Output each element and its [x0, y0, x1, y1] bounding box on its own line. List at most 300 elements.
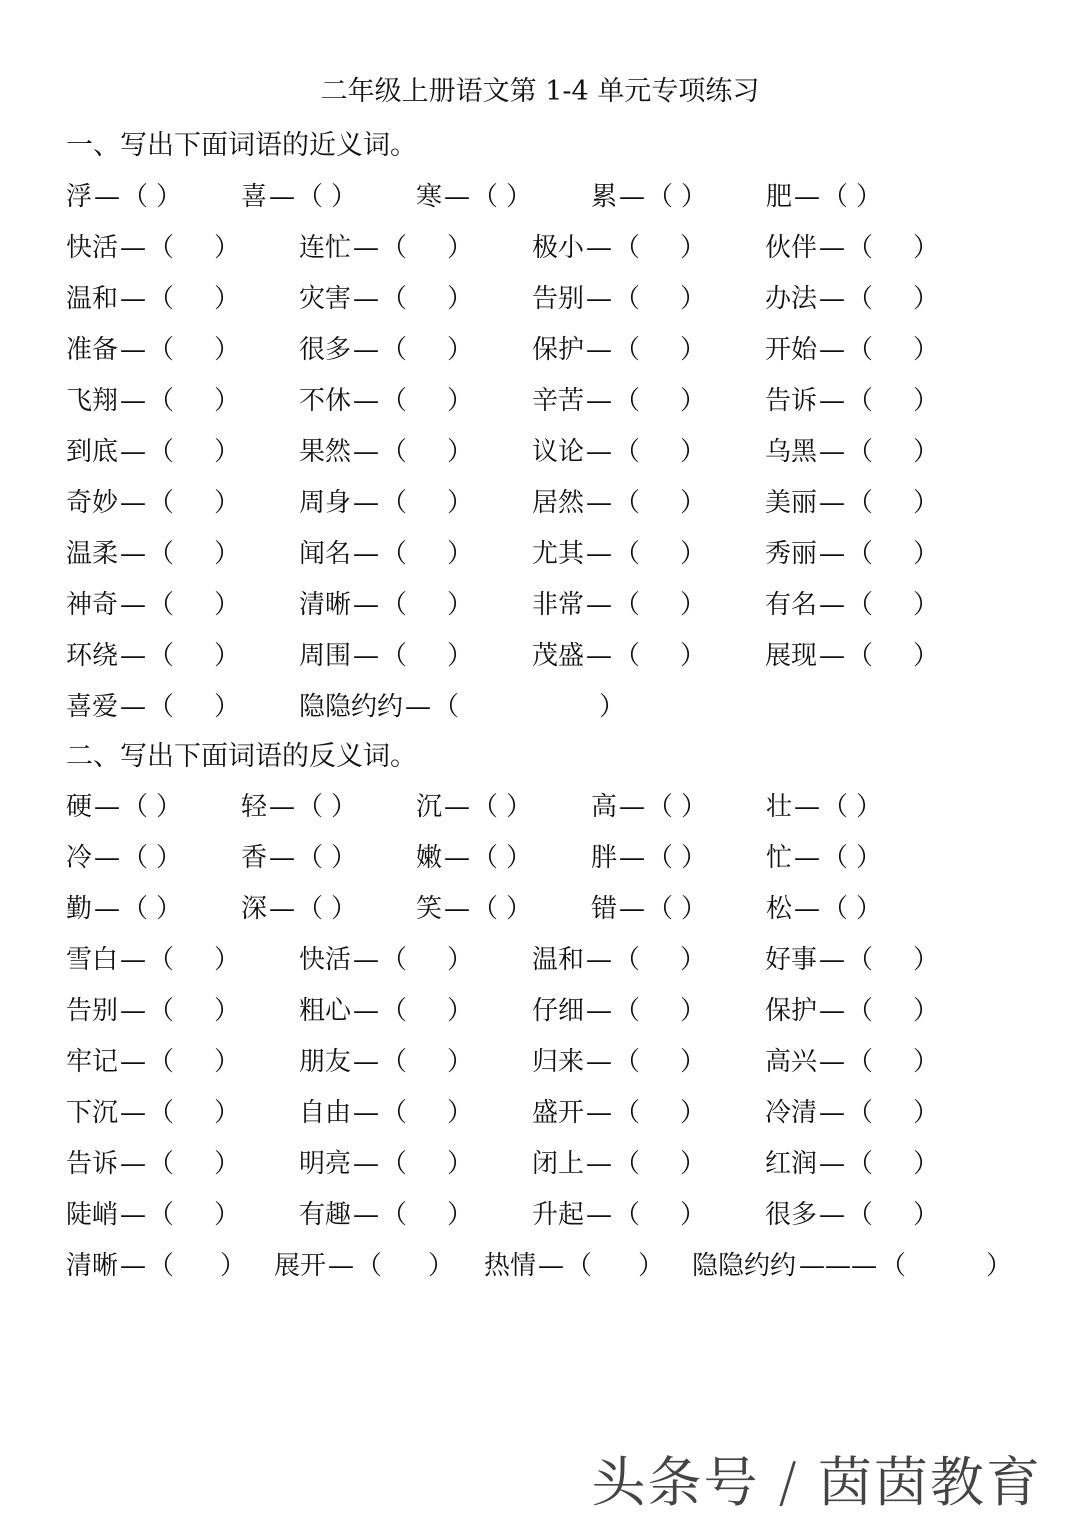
exercise-word: 美丽: [765, 488, 818, 518]
answer-close-paren: ）: [680, 437, 707, 467]
answer-close-paren: ）: [506, 182, 533, 212]
exercise-word: 快活: [299, 945, 352, 975]
exercise-word: 不休: [299, 386, 352, 416]
answer-close-paren: ）: [331, 894, 358, 924]
dash: ———: [799, 1251, 878, 1281]
exercise-word: 闻名: [299, 539, 352, 569]
answer-open-paren: （: [614, 1149, 641, 1179]
answer-open-paren: （: [381, 1149, 408, 1179]
answer-open-paren: （: [381, 233, 408, 263]
answer-close-paren: ）: [214, 692, 241, 722]
exercise-item: [66, 1088, 240, 1139]
answer-open-paren: （: [847, 1047, 874, 1077]
answer-close-paren: ）: [680, 488, 707, 518]
answer-close-paren: ）: [680, 233, 707, 263]
dash: —: [120, 488, 147, 518]
exercise-word: 果然: [299, 437, 352, 467]
exercise-word: 冷: [66, 843, 93, 873]
exercise-word: 高兴: [765, 1047, 818, 1077]
answer-close-paren: ）: [331, 843, 358, 873]
answer-open-paren: （: [822, 182, 849, 212]
answer-open-paren: （: [847, 335, 874, 365]
exercise-item: [299, 1139, 473, 1190]
answer-close-paren: ）: [913, 945, 940, 975]
exercise-item: [241, 172, 357, 223]
dash: —: [120, 539, 147, 569]
answer-open-paren: （: [148, 539, 175, 569]
exercise-word: 准备: [66, 335, 119, 365]
exercise-word: 告别: [532, 284, 585, 314]
answer-open-paren: （: [847, 1098, 874, 1128]
exercise-item: [532, 427, 706, 478]
answer-open-paren: （: [381, 945, 408, 975]
exercise-item: [274, 1241, 454, 1292]
answer-open-paren: （: [614, 539, 641, 569]
answer-open-paren: （: [433, 692, 460, 722]
exercise-word: 下沉: [66, 1098, 119, 1128]
answer-open-paren: （: [148, 1200, 175, 1230]
answer-open-paren: （: [847, 539, 874, 569]
exercise-word: 硬: [66, 792, 93, 822]
exercise-word: 错: [591, 894, 618, 924]
dash: —: [819, 284, 846, 314]
exercise-word: 胖: [591, 843, 618, 873]
exercise-word: 归来: [532, 1047, 585, 1077]
answer-close-paren: ）: [680, 641, 707, 671]
exercise-word: 神奇: [66, 590, 119, 620]
section-heading-synonyms: 一、写出下面词语的近义词。: [66, 130, 417, 161]
exercise-item: [66, 1037, 240, 1088]
dash: —: [819, 437, 846, 467]
exercise-item: [416, 782, 532, 833]
dash: —: [586, 1149, 613, 1179]
answer-close-paren: ）: [156, 894, 183, 924]
answer-close-paren: ）: [913, 284, 940, 314]
dash: —: [405, 692, 432, 722]
answer-close-paren: ）: [214, 590, 241, 620]
exercise-item: [66, 884, 182, 935]
answer-open-paren: （: [614, 284, 641, 314]
dash: —: [586, 284, 613, 314]
dash: —: [120, 641, 147, 671]
answer-open-paren: （: [614, 1047, 641, 1077]
answer-close-paren: ）: [681, 792, 708, 822]
answer-close-paren: ）: [680, 1149, 707, 1179]
answer-open-paren: （: [148, 1098, 175, 1128]
exercise-item: [66, 986, 240, 1037]
answer-open-paren: （: [148, 437, 175, 467]
dash: —: [586, 233, 613, 263]
exercise-item: [532, 376, 706, 427]
answer-open-paren: （: [148, 488, 175, 518]
answer-close-paren: ）: [156, 182, 183, 212]
answer-open-paren: （: [122, 843, 149, 873]
exercise-item: [766, 833, 882, 884]
exercise-word: 热情: [484, 1251, 537, 1281]
exercise-item: [766, 172, 882, 223]
answer-open-paren: （: [148, 641, 175, 671]
dash: —: [269, 843, 296, 873]
answer-open-paren: （: [472, 182, 499, 212]
dash: —: [353, 590, 380, 620]
dash: —: [353, 386, 380, 416]
answer-open-paren: （: [847, 590, 874, 620]
answer-open-paren: （: [381, 996, 408, 1026]
exercise-word: 保护: [765, 996, 818, 1026]
exercise-item: [591, 833, 707, 884]
dash: —: [819, 1047, 846, 1077]
dash: —: [819, 590, 846, 620]
exercise-item: [532, 631, 706, 682]
exercise-word: 轻: [241, 792, 268, 822]
dash: —: [353, 996, 380, 1026]
exercise-word: 升起: [532, 1200, 585, 1230]
answer-close-paren: ）: [214, 386, 241, 416]
exercise-item: [299, 1190, 473, 1241]
answer-close-paren: ）: [680, 284, 707, 314]
answer-close-paren: ）: [913, 996, 940, 1026]
exercise-item: [692, 1241, 1012, 1292]
answer-open-paren: （: [148, 335, 175, 365]
exercise-item: [299, 223, 473, 274]
exercise-item: [66, 325, 240, 376]
dash: —: [586, 1200, 613, 1230]
answer-open-paren: （: [847, 437, 874, 467]
answer-close-paren: ）: [447, 1200, 474, 1230]
answer-open-paren: （: [647, 894, 674, 924]
exercise-item: [299, 274, 473, 325]
answer-close-paren: ）: [447, 1047, 474, 1077]
exercise-word: 周身: [299, 488, 352, 518]
answer-close-paren: ）: [214, 335, 241, 365]
dash: —: [94, 792, 121, 822]
dash: —: [819, 539, 846, 569]
exercise-item: [66, 427, 240, 478]
answer-close-paren: ）: [447, 590, 474, 620]
answer-close-paren: ）: [447, 284, 474, 314]
answer-close-paren: ）: [913, 641, 940, 671]
exercise-item: [66, 172, 182, 223]
answer-open-paren: （: [847, 1200, 874, 1230]
answer-close-paren: ）: [856, 792, 883, 822]
dash: —: [353, 1098, 380, 1128]
exercise-word: 辛苦: [532, 386, 585, 416]
answer-close-paren: ）: [214, 1098, 241, 1128]
section-heading-antonyms: 二、写出下面词语的反义词。: [66, 741, 417, 772]
answer-open-paren: （: [847, 488, 874, 518]
dash: —: [269, 894, 296, 924]
answer-close-paren: ）: [913, 1149, 940, 1179]
dash: —: [586, 945, 613, 975]
exercise-word: 喜爱: [66, 692, 119, 722]
answer-open-paren: （: [647, 182, 674, 212]
dash: —: [120, 1047, 147, 1077]
answer-open-paren: （: [148, 386, 175, 416]
exercise-item: [66, 580, 240, 631]
answer-close-paren: ）: [447, 539, 474, 569]
answer-close-paren: ）: [214, 1200, 241, 1230]
exercise-item: [765, 1139, 939, 1190]
dash: —: [819, 641, 846, 671]
dash: —: [794, 894, 821, 924]
dash: —: [120, 437, 147, 467]
exercise-word: 飞翔: [66, 386, 119, 416]
exercise-word: 冷清: [765, 1098, 818, 1128]
answer-open-paren: （: [614, 641, 641, 671]
dash: —: [444, 792, 471, 822]
dash: —: [586, 335, 613, 365]
exercise-word: 盛开: [532, 1098, 585, 1128]
exercise-item: [66, 223, 240, 274]
exercise-word: 温和: [66, 284, 119, 314]
answer-open-paren: （: [297, 894, 324, 924]
answer-close-paren: ）: [680, 1098, 707, 1128]
answer-close-paren: ）: [856, 182, 883, 212]
answer-close-paren: ）: [214, 1149, 241, 1179]
exercise-item: [299, 631, 473, 682]
exercise-word: 累: [591, 182, 618, 212]
page-title: 二年级上册语文第 1-4 单元专项练习: [320, 76, 760, 107]
answer-close-paren: ）: [913, 1098, 940, 1128]
dash: —: [538, 1251, 565, 1281]
answer-open-paren: （: [381, 335, 408, 365]
answer-close-paren: ）: [428, 1251, 455, 1281]
dash: —: [120, 1098, 147, 1128]
answer-close-paren: ）: [986, 1251, 1013, 1281]
exercise-word: 灾害: [299, 284, 352, 314]
exercise-item: [765, 529, 939, 580]
answer-close-paren: ）: [681, 894, 708, 924]
answer-open-paren: （: [148, 1149, 175, 1179]
dash: —: [819, 1149, 846, 1179]
dash: —: [269, 792, 296, 822]
dash: —: [120, 945, 147, 975]
answer-close-paren: ）: [680, 335, 707, 365]
dash: —: [444, 182, 471, 212]
exercise-word: 红润: [765, 1149, 818, 1179]
exercise-word: 秀丽: [765, 539, 818, 569]
exercise-item: [416, 172, 532, 223]
answer-open-paren: （: [148, 996, 175, 1026]
exercise-item: [532, 325, 706, 376]
exercise-word: 伙伴: [765, 233, 818, 263]
dash: —: [586, 437, 613, 467]
dash: —: [328, 1251, 355, 1281]
exercise-word: 笑: [416, 894, 443, 924]
answer-open-paren: （: [297, 792, 324, 822]
exercise-item: [299, 1088, 473, 1139]
exercise-word: 非常: [532, 590, 585, 620]
exercise-word: 开始: [765, 335, 818, 365]
exercise-word: 松: [766, 894, 793, 924]
exercise-item: [66, 935, 240, 986]
answer-open-paren: （: [381, 488, 408, 518]
exercise-item: [416, 884, 532, 935]
exercise-word: 喜: [241, 182, 268, 212]
answer-open-paren: （: [614, 335, 641, 365]
exercise-item: [299, 1037, 473, 1088]
answer-close-paren: ）: [447, 641, 474, 671]
answer-close-paren: ）: [447, 488, 474, 518]
exercise-item: [532, 1139, 706, 1190]
exercise-word: 乌黑: [765, 437, 818, 467]
exercise-word: 到底: [66, 437, 119, 467]
exercise-word: 极小: [532, 233, 585, 263]
answer-open-paren: （: [614, 386, 641, 416]
exercise-word: 好事: [765, 945, 818, 975]
answer-open-paren: （: [847, 945, 874, 975]
dash: —: [586, 386, 613, 416]
answer-open-paren: （: [847, 386, 874, 416]
exercise-item: [299, 986, 473, 1037]
dash: —: [120, 590, 147, 620]
exercise-word: 隐隐约约: [299, 692, 404, 722]
exercise-word: 自由: [299, 1098, 352, 1128]
dash: —: [619, 182, 646, 212]
dash: —: [444, 843, 471, 873]
exercise-item: [765, 325, 939, 376]
answer-open-paren: （: [472, 792, 499, 822]
exercise-item: [765, 427, 939, 478]
exercise-item: [532, 935, 706, 986]
answer-open-paren: （: [381, 1047, 408, 1077]
dash: —: [120, 284, 147, 314]
dash: —: [120, 335, 147, 365]
exercise-word: 忙: [766, 843, 793, 873]
answer-open-paren: （: [122, 894, 149, 924]
answer-close-paren: ）: [599, 692, 626, 722]
dash: —: [444, 894, 471, 924]
answer-close-paren: ）: [913, 335, 940, 365]
answer-open-paren: （: [148, 590, 175, 620]
exercise-word: 陡峭: [66, 1200, 119, 1230]
dash: —: [619, 792, 646, 822]
answer-close-paren: ）: [214, 539, 241, 569]
answer-close-paren: ）: [913, 386, 940, 416]
answer-open-paren: （: [847, 233, 874, 263]
answer-open-paren: （: [472, 843, 499, 873]
dash: —: [819, 996, 846, 1026]
exercise-word: 牢记: [66, 1047, 119, 1077]
answer-open-paren: （: [614, 1098, 641, 1128]
exercise-item: [765, 1037, 939, 1088]
answer-open-paren: （: [614, 996, 641, 1026]
exercise-item: [416, 833, 532, 884]
exercise-item: [299, 325, 473, 376]
dash: —: [353, 1149, 380, 1179]
dash: —: [353, 284, 380, 314]
answer-close-paren: ）: [506, 843, 533, 873]
answer-close-paren: ）: [156, 843, 183, 873]
exercise-word: 朋友: [299, 1047, 352, 1077]
answer-close-paren: ）: [447, 233, 474, 263]
answer-open-paren: （: [148, 1251, 175, 1281]
exercise-word: 很多: [765, 1200, 818, 1230]
exercise-item: [66, 682, 240, 733]
dash: —: [120, 1149, 147, 1179]
dash: —: [353, 641, 380, 671]
exercise-item: [299, 682, 625, 733]
dash: —: [586, 1098, 613, 1128]
dash: —: [586, 641, 613, 671]
exercise-item: [241, 833, 357, 884]
answer-close-paren: ）: [447, 437, 474, 467]
answer-close-paren: ）: [680, 539, 707, 569]
exercise-word: 隐隐约约: [692, 1251, 797, 1281]
exercise-word: 奇妙: [66, 488, 119, 518]
exercise-item: [765, 478, 939, 529]
exercise-word: 深: [241, 894, 268, 924]
exercise-word: 周围: [299, 641, 352, 671]
answer-close-paren: ）: [214, 945, 241, 975]
answer-open-paren: （: [148, 284, 175, 314]
answer-close-paren: ）: [680, 945, 707, 975]
answer-close-paren: ）: [913, 1200, 940, 1230]
answer-close-paren: ）: [214, 488, 241, 518]
answer-close-paren: ）: [913, 488, 940, 518]
answer-close-paren: ）: [214, 437, 241, 467]
answer-close-paren: ）: [331, 182, 358, 212]
exercise-item: [66, 1139, 240, 1190]
dash: —: [120, 692, 147, 722]
answer-open-paren: （: [847, 1149, 874, 1179]
answer-open-paren: （: [148, 945, 175, 975]
exercise-item: [299, 376, 473, 427]
exercise-item: [241, 782, 357, 833]
dash: —: [586, 539, 613, 569]
exercise-word: 壮: [766, 792, 793, 822]
answer-open-paren: （: [614, 233, 641, 263]
answer-open-paren: （: [122, 792, 149, 822]
dash: —: [120, 1200, 147, 1230]
exercise-word: 肥: [766, 182, 793, 212]
dash: —: [794, 182, 821, 212]
answer-open-paren: （: [148, 1047, 175, 1077]
exercise-word: 高: [591, 792, 618, 822]
answer-open-paren: （: [472, 894, 499, 924]
exercise-item: [241, 884, 357, 935]
answer-open-paren: （: [381, 437, 408, 467]
exercise-item: [299, 478, 473, 529]
answer-close-paren: ）: [447, 386, 474, 416]
answer-close-paren: ）: [447, 1149, 474, 1179]
exercise-item: [66, 782, 182, 833]
exercise-item: [299, 935, 473, 986]
dash: —: [120, 386, 147, 416]
answer-open-paren: （: [381, 1200, 408, 1230]
answer-open-paren: （: [381, 386, 408, 416]
exercise-item: [532, 1190, 706, 1241]
dash: —: [794, 843, 821, 873]
exercise-item: [66, 631, 240, 682]
exercise-item: [66, 376, 240, 427]
answer-open-paren: （: [822, 843, 849, 873]
answer-close-paren: ）: [156, 792, 183, 822]
exercise-word: 展现: [765, 641, 818, 671]
answer-close-paren: ）: [681, 843, 708, 873]
exercise-item: [532, 1088, 706, 1139]
dash: —: [819, 386, 846, 416]
answer-open-paren: （: [822, 792, 849, 822]
answer-open-paren: （: [822, 894, 849, 924]
answer-open-paren: （: [297, 182, 324, 212]
exercise-item: [532, 986, 706, 1037]
dash: —: [94, 182, 121, 212]
exercise-item: [66, 274, 240, 325]
answer-close-paren: ）: [680, 590, 707, 620]
exercise-word: 香: [241, 843, 268, 873]
answer-open-paren: （: [381, 539, 408, 569]
